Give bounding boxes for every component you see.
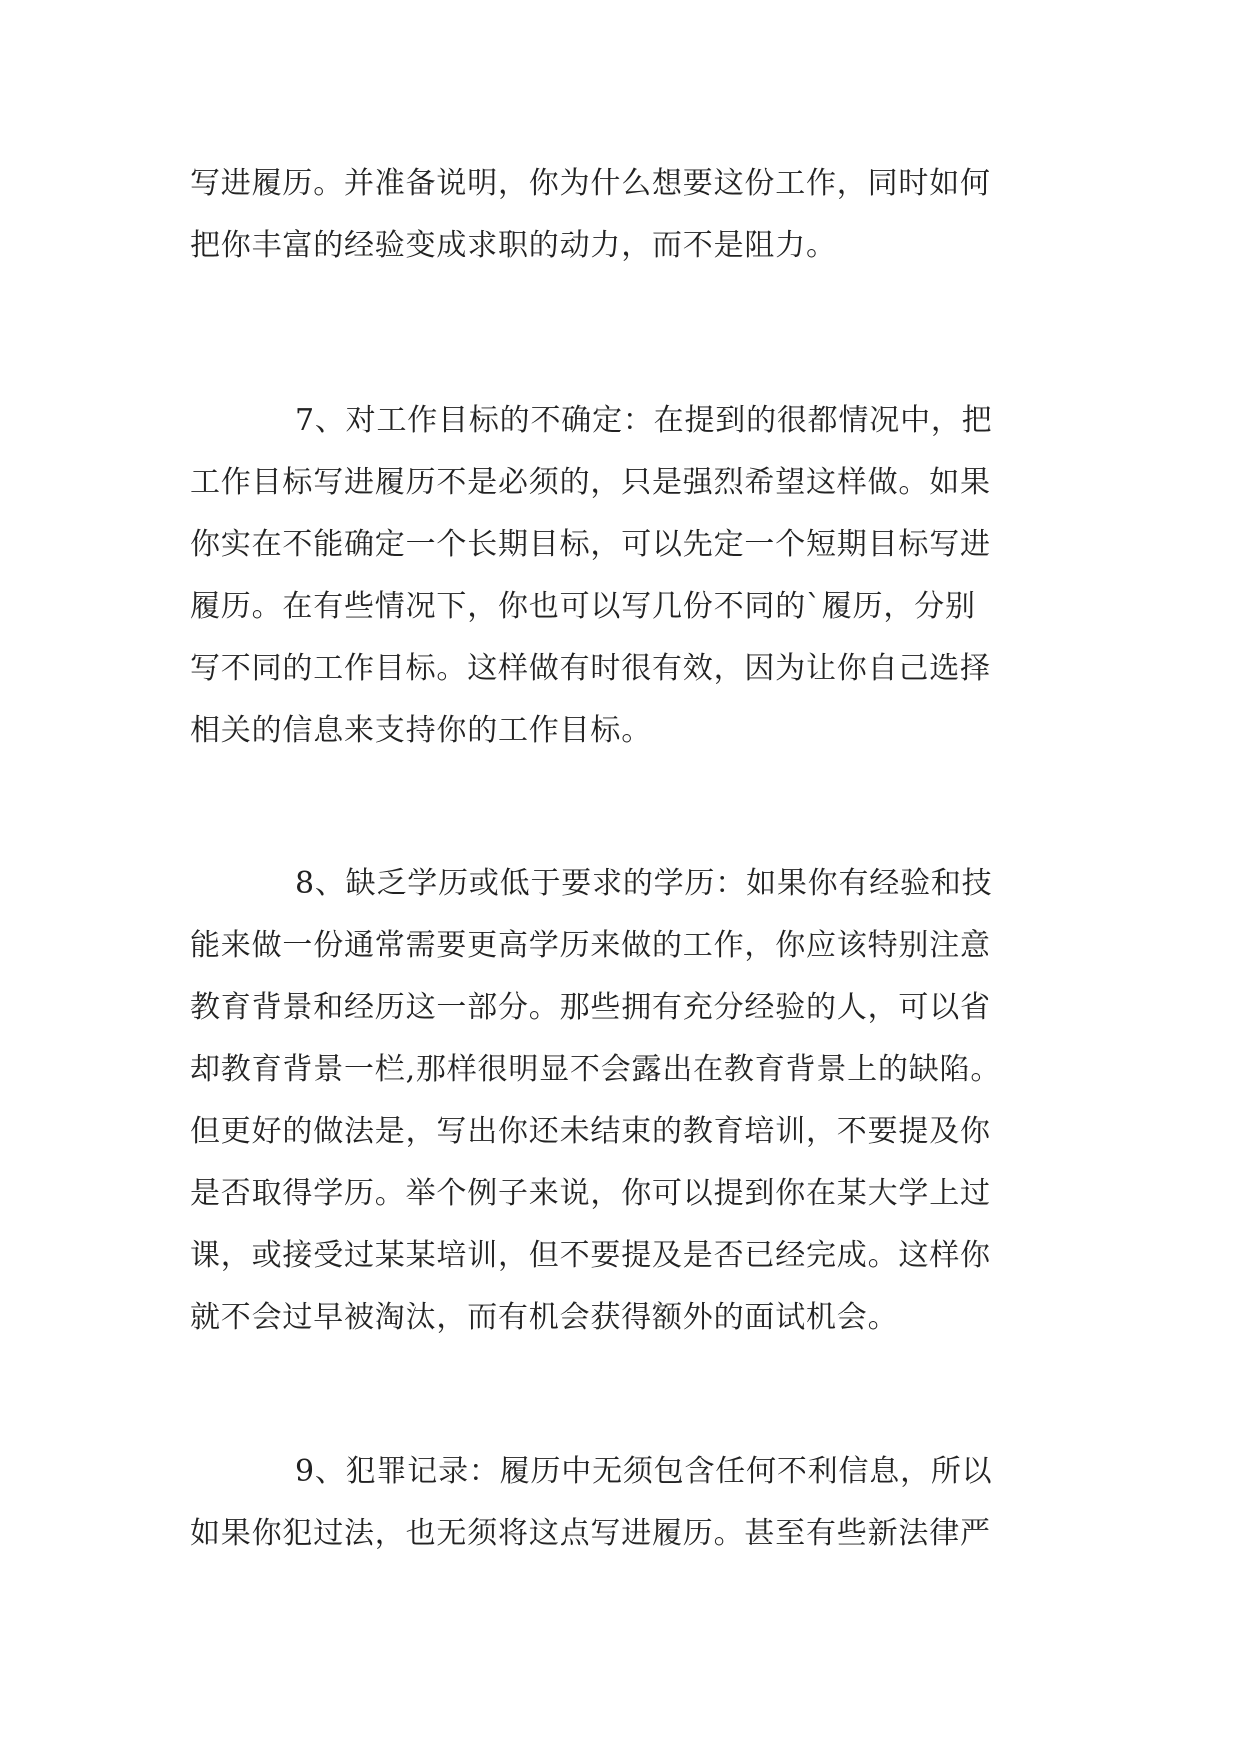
text-line: 但更好的做法是，写出你还未结束的教育培训，不要提及你 bbox=[190, 1114, 991, 1149]
paragraph-continuation bbox=[190, 153, 1056, 277]
text-line: 写不同的工作目标。这样做有时很有效，因为让你自己选择 bbox=[190, 651, 991, 686]
text-line: 如果你犯过法，也无须将这点写进履历。甚至有些新法律严 bbox=[190, 1516, 991, 1551]
text-line: 把你丰富的经验变成求职的动力，而不是阻力。 bbox=[190, 228, 837, 263]
text-line: 教育背景和经历这一部分。那些拥有充分经验的人，可以省 bbox=[190, 990, 991, 1025]
text-line: 是否取得学历。举个例子来说，你可以提到你在某大学上过 bbox=[190, 1176, 991, 1211]
paragraph-item-9 bbox=[190, 1441, 1056, 1565]
text-line: 7、对工作目标的不确定：在提到的很都情况中，把 bbox=[295, 403, 993, 438]
paragraph-item-7 bbox=[190, 390, 1056, 762]
paragraph-item-8 bbox=[190, 853, 1056, 1349]
text-line: 8、缺乏学历或低于要求的学历：如果你有经验和技 bbox=[295, 866, 993, 901]
text-line: 就不会过早被淘汰，而有机会获得额外的面试机会。 bbox=[190, 1300, 899, 1335]
text-line: 相关的信息来支持你的工作目标。 bbox=[190, 713, 652, 748]
text-line: 履历。在有些情况下，你也可以写几份不同的`履历，分别 bbox=[190, 589, 976, 624]
text-line: 课，或接受过某某培训，但不要提及是否已经完成。这样你 bbox=[190, 1238, 991, 1273]
text-line: 写进履历。并准备说明，你为什么想要这份工作，同时如何 bbox=[190, 166, 991, 201]
text-line: 工作目标写进履历不是必须的，只是强烈希望这样做。如果 bbox=[190, 465, 991, 500]
text-line: 却教育背景一栏,那样很明显不会露出在教育背景上的缺陷。 bbox=[190, 1052, 1002, 1087]
text-line: 你实在不能确定一个长期目标，可以先定一个短期目标写进 bbox=[190, 527, 991, 562]
text-line: 9、犯罪记录：履历中无须包含任何不利信息，所以 bbox=[295, 1454, 993, 1489]
text-line: 能来做一份通常需要更高学历来做的工作，你应该特别注意 bbox=[190, 928, 991, 963]
